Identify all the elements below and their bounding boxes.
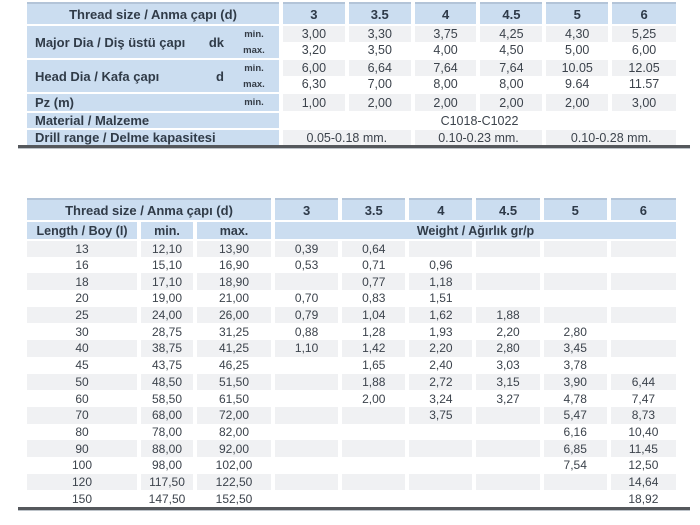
row-label-text: Pz (m)	[35, 95, 74, 110]
weight-cell: 1,65	[340, 357, 407, 374]
size-col-header: 6	[610, 3, 676, 25]
weight-row	[27, 323, 676, 340]
value-cell: 5,25	[610, 25, 676, 42]
weight-row	[27, 424, 676, 441]
value-cell: 4,50	[478, 42, 544, 59]
weight-cell	[273, 474, 340, 491]
value-cell: 11.57	[610, 76, 676, 93]
length-cell: 60	[27, 390, 139, 407]
value-cell: 12.05	[610, 59, 676, 76]
weight-cell: 0,39	[273, 240, 340, 257]
weight-cell	[273, 390, 340, 407]
row-label-major-dia	[27, 25, 229, 59]
weight-cell: 7,54	[542, 457, 609, 474]
weight-cell: 2,80	[474, 340, 541, 357]
max-cell: 26,00	[195, 307, 273, 324]
length-cell: 120	[27, 474, 139, 491]
weight-cell	[474, 490, 541, 507]
value-cell: 3,00	[610, 93, 676, 112]
weight-cell	[474, 440, 541, 457]
weight-cell: 0,53	[273, 257, 340, 274]
weight-cell	[474, 290, 541, 307]
size-col-header: 4.5	[474, 199, 541, 221]
weight-cell: 0,79	[273, 307, 340, 324]
max-cell: 41,25	[195, 340, 273, 357]
weight-cell: 2,72	[407, 374, 474, 391]
value-cell: 10.05	[544, 59, 610, 76]
weight-cell	[474, 424, 541, 441]
weight-cell: 1,88	[340, 374, 407, 391]
weight-cell: 0,70	[273, 290, 340, 307]
value-cell: 7,64	[478, 59, 544, 76]
row-label-drill-range: Drill range / Delme kapasitesi	[27, 129, 281, 145]
length-cell: 50	[27, 374, 139, 391]
max-cell: 72,00	[195, 407, 273, 424]
min-cell: 48,50	[139, 374, 195, 391]
weight-cell: 3,45	[542, 340, 609, 357]
weight-row	[27, 307, 676, 324]
value-cell: 7,64	[413, 59, 479, 76]
weight-row	[27, 457, 676, 474]
weight-cell: 6,16	[542, 424, 609, 441]
max-cell: 82,00	[195, 424, 273, 441]
material-row	[27, 112, 676, 129]
weight-cell: 3,15	[474, 374, 541, 391]
weight-cell: 0,71	[340, 257, 407, 274]
weight-cell: 14,64	[609, 474, 676, 491]
size-col-header: 4.5	[478, 3, 544, 25]
weight-cell: 0,88	[273, 323, 340, 340]
min-cell: 19,00	[139, 290, 195, 307]
weight-cell: 1,10	[273, 340, 340, 357]
min-cell: 88,00	[139, 440, 195, 457]
max-cell: 18,90	[195, 273, 273, 290]
min-cell: 28,75	[139, 323, 195, 340]
max-cell: 46,25	[195, 357, 273, 374]
weight-row	[27, 490, 676, 507]
length-cell: 80	[27, 424, 139, 441]
weight-cell	[407, 424, 474, 441]
row-label-material: Material / Malzeme	[27, 112, 281, 129]
weight-table	[27, 198, 676, 507]
weight-row	[27, 290, 676, 307]
weight-cell: 0,83	[340, 290, 407, 307]
weight-row	[27, 374, 676, 391]
weight-row	[27, 357, 676, 374]
min-cell: 147,50	[139, 490, 195, 507]
weight-table-body	[27, 240, 676, 507]
weight-row	[27, 273, 676, 290]
weight-cell: 2,00	[340, 390, 407, 407]
weight-cell: 11,45	[609, 440, 676, 457]
value-cell: 3,30	[347, 25, 413, 42]
weight-cell	[609, 273, 676, 290]
weight-row	[27, 474, 676, 491]
min-cell: 24,00	[139, 307, 195, 324]
max-cell: 122,50	[195, 474, 273, 491]
value-cell: 8,00	[413, 76, 479, 93]
value-cell: 6,30	[281, 76, 347, 93]
size-col-header: 5	[542, 199, 609, 221]
value-cell: 7,00	[347, 76, 413, 93]
weight-cell	[340, 490, 407, 507]
weight-cell	[542, 273, 609, 290]
value-cell: 9.64	[544, 76, 610, 93]
row-label-head-dia	[27, 59, 229, 93]
weight-cell: 5,47	[542, 407, 609, 424]
weight-cell	[407, 474, 474, 491]
weight-cell: 3,27	[474, 390, 541, 407]
weight-table-title: Thread size / Anma çapı (d)	[27, 199, 273, 221]
weight-header-row	[27, 199, 676, 221]
weight-col-header: Weight / Ağırlık gr/p	[273, 221, 676, 240]
value-cell: 4,25	[478, 25, 544, 42]
max-cell: 152,50	[195, 490, 273, 507]
pz-row	[27, 93, 676, 112]
spec-header-row	[27, 3, 676, 25]
weight-cell	[542, 490, 609, 507]
spec-table-title: Thread size / Anma çapı (d)	[27, 3, 281, 25]
length-cell: 16	[27, 257, 139, 274]
weight-cell	[273, 457, 340, 474]
weight-cell: 8,73	[609, 407, 676, 424]
min-cell: 98,00	[139, 457, 195, 474]
value-cell: 5,00	[544, 42, 610, 59]
row-label-text: Head Dia / Kafa çapı	[35, 68, 160, 84]
max-cell: 92,00	[195, 440, 273, 457]
weight-cell	[340, 474, 407, 491]
value-cell: 2,00	[413, 93, 479, 112]
weight-cell	[474, 273, 541, 290]
length-cell: 45	[27, 357, 139, 374]
length-cell: 13	[27, 240, 139, 257]
length-cell: 90	[27, 440, 139, 457]
weight-cell	[542, 290, 609, 307]
length-cell: 18	[27, 273, 139, 290]
length-cell: 20	[27, 290, 139, 307]
weight-cell	[273, 407, 340, 424]
weight-cell: 6,44	[609, 374, 676, 391]
weight-cell	[273, 357, 340, 374]
min-cell: 78,00	[139, 424, 195, 441]
row-label-pz	[27, 93, 229, 112]
min-label: min.	[229, 25, 281, 42]
weight-cell: 6,85	[542, 440, 609, 457]
max-col-header: max.	[195, 221, 273, 240]
weight-cell: 1,18	[407, 273, 474, 290]
weight-row	[27, 240, 676, 257]
tables-gap	[27, 148, 676, 198]
weight-row	[27, 257, 676, 274]
max-cell: 102,00	[195, 457, 273, 474]
weight-cell	[273, 374, 340, 391]
weight-cell	[609, 290, 676, 307]
weight-cell: 1,04	[340, 307, 407, 324]
weight-cell	[609, 257, 676, 274]
weight-cell: 1,93	[407, 323, 474, 340]
spec-table	[27, 2, 676, 145]
size-col-header: 5	[544, 3, 610, 25]
weight-subheader-row	[27, 221, 676, 240]
row-symbol: d	[216, 68, 224, 84]
weight-cell	[340, 457, 407, 474]
size-col-header: 3	[281, 3, 347, 25]
value-cell: 6,00	[281, 59, 347, 76]
max-cell: 21,00	[195, 290, 273, 307]
weight-cell: 18,92	[609, 490, 676, 507]
weight-cell: 2,20	[407, 340, 474, 357]
weight-row	[27, 390, 676, 407]
value-cell: 2,00	[544, 93, 610, 112]
weight-cell	[474, 240, 541, 257]
weight-cell: 10,40	[609, 424, 676, 441]
row-label-text: Major Dia / Diş üstü çapı	[35, 34, 186, 50]
weight-cell: 1,28	[340, 323, 407, 340]
weight-cell	[474, 257, 541, 274]
weight-cell: 2,80	[542, 323, 609, 340]
weight-cell: 3,90	[542, 374, 609, 391]
value-cell: 3,20	[281, 42, 347, 59]
max-cell: 16,90	[195, 257, 273, 274]
weight-cell	[407, 490, 474, 507]
max-cell: 31,25	[195, 323, 273, 340]
weight-cell	[474, 474, 541, 491]
weight-cell: 0,64	[340, 240, 407, 257]
weight-cell: 3,78	[542, 357, 609, 374]
weight-cell: 0,96	[407, 257, 474, 274]
value-cell: 3,50	[347, 42, 413, 59]
max-cell: 51,50	[195, 374, 273, 391]
drill-range-value: 0.10-0.28 mm.	[544, 129, 676, 145]
weight-cell: 3,03	[474, 357, 541, 374]
weight-cell	[609, 240, 676, 257]
weight-cell	[340, 407, 407, 424]
weight-cell: 2,20	[474, 323, 541, 340]
row-symbol: dk	[208, 34, 224, 50]
weight-cell	[542, 257, 609, 274]
value-cell: 3,00	[281, 25, 347, 42]
value-cell: 2,00	[478, 93, 544, 112]
weight-cell	[474, 457, 541, 474]
weight-cell: 1,51	[407, 290, 474, 307]
weight-cell: 2,40	[407, 357, 474, 374]
value-cell: 4,30	[544, 25, 610, 42]
value-cell: 3,75	[413, 25, 479, 42]
size-col-header: 4	[407, 199, 474, 221]
length-cell: 70	[27, 407, 139, 424]
weight-cell	[340, 424, 407, 441]
drill-range-row	[27, 129, 676, 145]
weight-cell	[609, 307, 676, 324]
weight-cell: 12,50	[609, 457, 676, 474]
material-value: C1018-C1022	[281, 112, 676, 129]
weight-cell	[407, 240, 474, 257]
weight-cell	[407, 457, 474, 474]
weight-cell	[407, 440, 474, 457]
drill-range-value: 0.10-0.23 mm.	[413, 129, 545, 145]
weight-cell: 1,62	[407, 307, 474, 324]
weight-cell	[609, 357, 676, 374]
table-bottom-rule	[18, 507, 690, 510]
size-col-header: 4	[413, 3, 479, 25]
weight-cell	[340, 440, 407, 457]
value-cell: 4,00	[413, 42, 479, 59]
length-cell: 100	[27, 457, 139, 474]
min-cell: 68,00	[139, 407, 195, 424]
head-dia-min-row	[27, 59, 676, 76]
max-cell: 13,90	[195, 240, 273, 257]
weight-row	[27, 407, 676, 424]
min-cell: 12,10	[139, 240, 195, 257]
min-label: min.	[229, 93, 281, 112]
weight-cell	[273, 490, 340, 507]
min-cell: 38,75	[139, 340, 195, 357]
min-cell: 43,75	[139, 357, 195, 374]
weight-cell	[609, 323, 676, 340]
weight-row	[27, 340, 676, 357]
major-dia-min-row	[27, 25, 676, 42]
weight-cell: 3,24	[407, 390, 474, 407]
min-col-header: min.	[139, 221, 195, 240]
weight-cell	[609, 340, 676, 357]
min-cell: 17,10	[139, 273, 195, 290]
weight-cell	[273, 440, 340, 457]
weight-row	[27, 440, 676, 457]
weight-cell	[273, 424, 340, 441]
length-cell: 150	[27, 490, 139, 507]
weight-cell	[542, 240, 609, 257]
length-col-header: Length / Boy (I)	[27, 221, 139, 240]
min-cell: 58,50	[139, 390, 195, 407]
weight-cell: 1,88	[474, 307, 541, 324]
min-cell: 117,50	[139, 474, 195, 491]
size-col-header: 3	[273, 199, 340, 221]
length-cell: 25	[27, 307, 139, 324]
min-cell: 15,10	[139, 257, 195, 274]
weight-cell: 0,77	[340, 273, 407, 290]
size-col-header: 3.5	[347, 3, 413, 25]
length-cell: 40	[27, 340, 139, 357]
value-cell: 6,64	[347, 59, 413, 76]
weight-cell: 1,42	[340, 340, 407, 357]
min-label: min.	[229, 59, 281, 76]
drill-range-value: 0.05-0.18 mm.	[281, 129, 413, 145]
length-cell: 30	[27, 323, 139, 340]
max-label: max.	[229, 42, 281, 59]
max-label: max.	[229, 76, 281, 93]
weight-cell: 3,75	[407, 407, 474, 424]
weight-cell	[542, 307, 609, 324]
weight-cell	[542, 474, 609, 491]
weight-cell	[474, 407, 541, 424]
value-cell: 6,00	[610, 42, 676, 59]
value-cell: 2,00	[347, 93, 413, 112]
size-col-header: 6	[609, 199, 676, 221]
weight-cell: 4,78	[542, 390, 609, 407]
value-cell: 1,00	[281, 93, 347, 112]
max-cell: 61,50	[195, 390, 273, 407]
weight-cell: 7,47	[609, 390, 676, 407]
size-col-header: 3.5	[340, 199, 407, 221]
weight-cell	[273, 273, 340, 290]
value-cell: 8,00	[478, 76, 544, 93]
